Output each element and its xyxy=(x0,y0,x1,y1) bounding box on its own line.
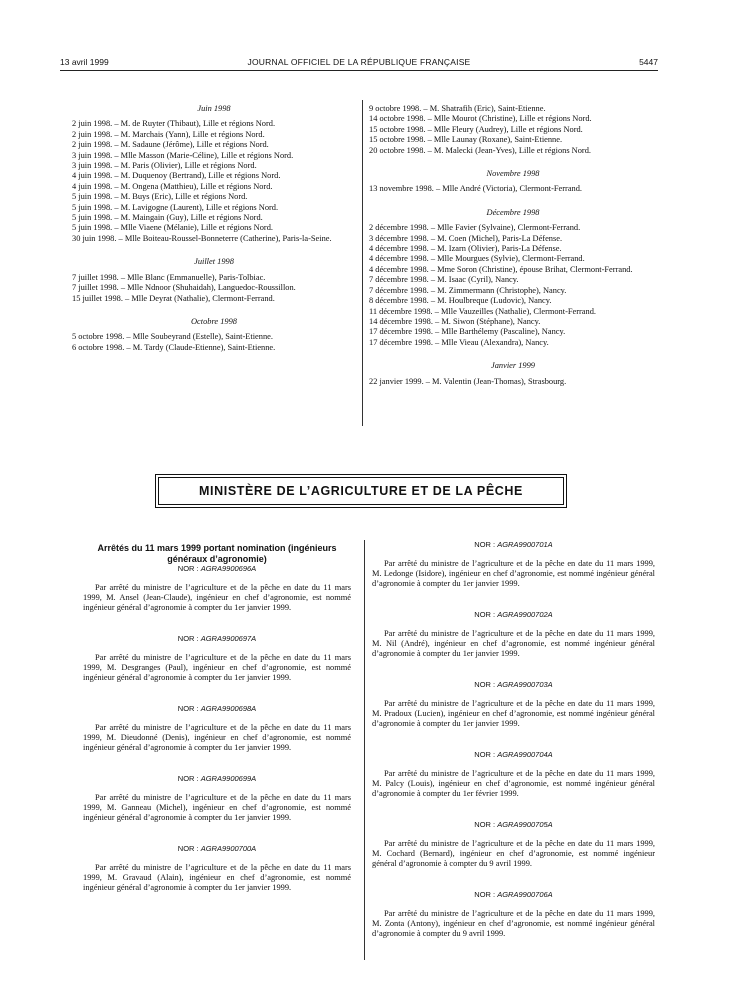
nor-code: AGRA9900696A xyxy=(200,564,257,573)
nor-label: NOR : xyxy=(474,540,498,549)
appointment-date: 4 juin 1998. – xyxy=(72,171,121,181)
appointment-entry xyxy=(72,130,356,140)
appointment-name: Mlle Boiteau-Roussel-Bonneterre (Catherine), Paris-la-Seine. xyxy=(124,233,332,243)
appointment-name: M. Ongena (Matthieu), Lille et régions Nord. xyxy=(120,181,273,191)
appointment-date: 17 décembre 1998. – xyxy=(369,337,442,347)
appointment-entry xyxy=(369,104,657,114)
ministry-heading: MINISTÈRE DE L’AGRICULTURE ET DE LA PÊCHE xyxy=(199,484,523,498)
appointment-name: M. Shatrafih (Eric), Saint-Etienne. xyxy=(429,104,546,113)
nor-reference xyxy=(372,750,655,760)
appointment-name: Mlle Soubeyrand (Estelle), Saint-Etienne. xyxy=(132,332,273,342)
appointment-name: Mlle Favier (Sylvaine), Clermont-Ferrand. xyxy=(437,223,581,233)
appointment-name: M. Duquenoy (Bertrand), Lille et régions Nord. xyxy=(120,171,281,181)
section-gap xyxy=(369,195,657,208)
appointment-entry xyxy=(369,223,657,233)
arrete-paragraph: Par arrêté du ministre de l’agriculture et de la pêche en date du 11 mars 1999, M. Desgranges (Paul), ingénieur en chef d’agronomie, est nommé ingénieur général d’agronomie à compter du 1er janvier 1999. xyxy=(83,653,351,682)
nor-reference xyxy=(372,540,655,550)
nor-code: AGRA9900704A xyxy=(497,750,553,759)
arrete-paragraph: Par arrêté du ministre de l’agriculture et de la pêche en date du 11 mars 1999, M. Ansel (Jean-Claude), ingénieur en chef d’agronomie, est nommé ingénieur général d’agronomie à compter du 1er janvier 1999. xyxy=(83,583,351,612)
appointment-date: 20 octobre 1998. – xyxy=(369,145,434,155)
arrete-paragraph: Par arrêté du ministre de l’agriculture et de la pêche en date du 11 mars 1999, M. Palcy (Louis), ingénieur en chef d’agronomie, est nommé ingénieur général d’agronomie à compter du 1er février 1999. xyxy=(372,769,655,798)
appointment-entry xyxy=(72,273,356,283)
arrete-paragraph: Par arrêté du ministre de l’agriculture et de la pêche en date du 11 mars 1999, M. Dieudonné (Denis), ingénieur en chef d’agronomie, est nommé ingénieur général d’agronomie à compter du 1er janvier 1999. xyxy=(83,723,351,752)
appointment-date: 5 juin 1998. – xyxy=(72,223,121,233)
appointment-date: 4 juin 1998. – xyxy=(72,181,121,191)
appointment-date: 8 décembre 1998. – xyxy=(369,296,438,306)
section-gap xyxy=(72,304,356,317)
appointment-date: 7 décembre 1998. – xyxy=(369,285,438,295)
appointment-entry xyxy=(369,265,657,275)
appointment-date: 9 octobre 1998. – xyxy=(369,104,430,113)
appointment-name: M. Buys (Eric), Lille et régions Nord. xyxy=(120,192,248,202)
appointment-name: Mlle Mourgues (Sylvie), Clermont-Ferrand. xyxy=(437,254,585,264)
arrete-paragraph: Par arrêté du ministre de l’agriculture et de la pêche en date du 11 mars 1999, M. Cochard (Bernard), ingénieur en chef d’agronomie, est nommé ingénieur général d’agronomie à compter du 9 avril 1999. xyxy=(372,839,655,868)
appointment-name: Mlle Viaene (Mélanie), Lille et régions Nord. xyxy=(120,223,273,233)
appointment-entry xyxy=(72,283,356,293)
appointment-entry xyxy=(72,151,356,161)
appointment-name: M. Coen (Michel), Paris-La Défense. xyxy=(437,233,563,243)
appointment-date: 15 octobre 1998. – xyxy=(369,135,434,145)
nor-label: NOR : xyxy=(474,750,498,759)
appointment-entry xyxy=(369,125,657,135)
appointment-date: 7 décembre 1998. – xyxy=(369,275,438,285)
appointment-date: 5 juin 1998. – xyxy=(72,202,121,212)
appointment-entry xyxy=(72,140,356,150)
appointment-date: 14 octobre 1998. – xyxy=(369,114,434,124)
appointment-date: 3 juin 1998. – xyxy=(72,150,121,160)
appointment-name: Mlle Deyrat (Nathalie), Clermont-Ferrand. xyxy=(131,293,275,303)
appointment-date: 11 décembre 1998. – xyxy=(369,306,442,316)
appointment-date: 2 juin 1998. – xyxy=(72,129,121,139)
month-heading: Octobre 1998 xyxy=(191,316,237,326)
month-heading: Janvier 1999 xyxy=(491,361,535,371)
appointment-entry xyxy=(369,184,657,194)
appointment-entry xyxy=(72,223,356,233)
appointment-name: Mlle Masson (Marie-Céline), Lille et régions Nord. xyxy=(120,150,294,160)
appointment-date: 14 décembre 1998. – xyxy=(369,316,442,326)
appointment-date: 2 décembre 1998. – xyxy=(369,223,438,233)
appointment-name: Mlle André (Victoria), Clermont-Ferrand. xyxy=(442,184,583,194)
nor-label: NOR : xyxy=(474,680,498,689)
appointment-date: 5 octobre 1998. – xyxy=(72,332,133,342)
column-divider-bottom xyxy=(364,540,365,960)
appointment-date: 5 juin 1998. – xyxy=(72,192,121,202)
appointment-name: Mlle Vauzeilles (Nathalie), Clermont-Ferrand. xyxy=(441,306,596,316)
appointment-entry xyxy=(72,332,356,342)
appointment-entry xyxy=(369,275,657,285)
nor-reference xyxy=(372,610,655,620)
appointment-name: Mlle Fleury (Audrey), Lille et régions Nord. xyxy=(433,124,583,134)
appointment-entry xyxy=(72,119,356,129)
nor-reference xyxy=(83,564,351,574)
appointment-name: M. de Ruyter (Thibaut), Lille et régions Nord. xyxy=(120,119,276,129)
nor-code: AGRA9900702A xyxy=(497,610,553,619)
appointment-name: Mlle Barthélemy (Pascaline), Nancy. xyxy=(441,327,566,337)
appointment-name: Mlle Vieau (Alexandra), Nancy. xyxy=(441,337,549,347)
arrete-paragraph: Par arrêté du ministre de l’agriculture et de la pêche en date du 11 mars 1999, M. Gravaud (Alain), ingénieur en chef d’agronomie, est nommé ingénieur général d’agronomie à compter du 1er janvier 1999. xyxy=(83,863,351,892)
appointment-name: M. Marchais (Yann), Lille et régions Nord. xyxy=(120,129,265,139)
arretes-left-column xyxy=(83,543,351,914)
month-heading: Juin 1998 xyxy=(197,104,231,113)
appointment-name: Mlle Launay (Roxane), Saint-Etienne. xyxy=(433,135,563,145)
appointment-date: 4 décembre 1998. – xyxy=(369,244,438,254)
appointment-entry xyxy=(72,203,356,213)
appointment-date: 13 novembre 1998. – xyxy=(369,184,443,194)
appointment-entry xyxy=(369,244,657,254)
nor-reference xyxy=(372,680,655,690)
appointment-date: 7 juillet 1998. – xyxy=(72,272,128,282)
appointment-entry xyxy=(369,327,657,337)
appointment-name: M. Paris (Olivier), Lille et régions Nord. xyxy=(120,161,257,171)
nor-code: AGRA9900706A xyxy=(497,890,553,899)
nor-label: NOR : xyxy=(177,774,201,783)
nor-label: NOR : xyxy=(177,704,201,713)
appointment-date: 6 octobre 1998. – xyxy=(72,342,133,352)
nor-label: NOR : xyxy=(177,564,201,573)
section-gap xyxy=(369,348,657,361)
month-heading: Décembre 1998 xyxy=(486,207,540,217)
arrete-paragraph: Par arrêté du ministre de l’agriculture et de la pêche en date du 11 mars 1999, M. Ledonge (Isidore), ingénieur en chef d’agronomie, est nommé ingénieur général d’agronomie à compter du 1er janvier 1999. xyxy=(372,559,655,588)
arretes-right-column xyxy=(372,540,655,960)
appointment-name: M. Sadaune (Jérôme), Lille et régions Nord. xyxy=(120,140,269,150)
nor-label: NOR : xyxy=(474,890,498,899)
nor-reference xyxy=(83,774,351,784)
appointment-entry xyxy=(72,234,356,244)
section-gap xyxy=(72,244,356,257)
appointment-entry xyxy=(369,377,657,387)
appointment-entry xyxy=(72,161,356,171)
appointment-date: 3 décembre 1998. – xyxy=(369,233,438,243)
nor-code: AGRA9900703A xyxy=(497,680,553,689)
appointment-date: 17 décembre 1998. – xyxy=(369,327,442,337)
appointment-entry xyxy=(72,192,356,202)
nor-code: AGRA9900700A xyxy=(200,844,257,853)
nor-reference xyxy=(83,634,351,644)
appointment-entry xyxy=(369,296,657,306)
appointment-name: M. Maingain (Guy), Lille et régions Nord. xyxy=(120,213,263,223)
appointment-entry xyxy=(72,171,356,181)
appointment-entry xyxy=(369,338,657,348)
appointment-entry xyxy=(369,286,657,296)
arrete-paragraph: Par arrêté du ministre de l’agriculture et de la pêche en date du 11 mars 1999, M. Ganneau (Michel), ingénieur en chef d’agronomie, est nommé ingénieur général d’agronomie à compter du 1er janvier 1999. xyxy=(83,793,351,822)
appointment-name: M. Tardy (Claude-Etienne), Saint-Etienne. xyxy=(132,342,276,352)
appointment-name: Mlle Mourot (Christine), Lille et régions Nord. xyxy=(433,114,592,124)
nor-code: AGRA9900698A xyxy=(200,704,257,713)
appointment-name: M. Izarn (Olivier), Paris-La Défense. xyxy=(437,244,562,254)
appointment-date: 3 juin 1998. – xyxy=(72,161,121,171)
column-divider-top xyxy=(362,100,363,426)
appointment-entry xyxy=(72,182,356,192)
nor-code: AGRA9900705A xyxy=(497,820,553,829)
appointment-entry xyxy=(72,213,356,223)
page-header xyxy=(60,57,658,71)
appointment-entry xyxy=(369,114,657,124)
appointment-date: 4 décembre 1998. – xyxy=(369,254,438,264)
appointment-entry xyxy=(369,317,657,327)
nor-code: AGRA9900697A xyxy=(200,634,257,643)
appointments-left-column xyxy=(72,104,356,353)
appointment-date: 5 juin 1998. – xyxy=(72,213,121,223)
appointment-entry xyxy=(369,146,657,156)
appointment-entry xyxy=(369,254,657,264)
appointment-name: Mme Soron (Christine), épouse Brihat, Clermont-Ferrand. xyxy=(437,264,633,274)
month-heading: Novembre 1998 xyxy=(486,169,540,179)
appointment-name: Mlle Ndnoor (Shuhaidah), Languedoc-Roussillon. xyxy=(127,283,296,293)
appointment-date: 7 juillet 1998. – xyxy=(72,283,128,293)
appointment-name: M. Valentin (Jean-Thomas), Strasbourg. xyxy=(432,376,567,386)
appointment-name: Mlle Blanc (Emmanuelle), Paris-Tolbiac. xyxy=(127,272,266,282)
section-gap xyxy=(369,156,657,169)
appointment-name: M. Malecki (Jean-Yves), Lille et régions Nord. xyxy=(433,145,591,155)
appointment-date: 2 juin 1998. – xyxy=(72,140,121,150)
nor-label: NOR : xyxy=(474,610,498,619)
nor-code: AGRA9900699A xyxy=(200,774,257,783)
month-heading: Juillet 1998 xyxy=(194,257,234,267)
appointment-name: M. Zimmermann (Christophe), Nancy. xyxy=(437,285,567,295)
nor-label: NOR : xyxy=(474,820,498,829)
nor-reference xyxy=(372,890,655,900)
arrete-paragraph: Par arrêté du ministre de l’agriculture et de la pêche en date du 11 mars 1999, M. Pradoux (Lucien), ingénieur en chef d’agronomie, est nommé ingénieur général d’agronomie à compter du 1er janvier 1999. xyxy=(372,699,655,728)
header-rule xyxy=(60,70,658,71)
appointment-date: 15 octobre 1998. – xyxy=(369,124,434,134)
nor-reference xyxy=(83,844,351,854)
appointment-entry xyxy=(369,135,657,145)
appointment-date: 22 janvier 1999. – xyxy=(369,376,433,386)
header-date: 13 avril 1999 xyxy=(60,57,109,67)
appointment-date: 2 juin 1998. – xyxy=(72,119,121,129)
appointment-name: M. Lavigogne (Laurent), Lille et régions Nord. xyxy=(120,202,279,212)
nor-label: NOR : xyxy=(177,844,201,853)
appointment-name: M. Houlbreque (Ludovic), Nancy. xyxy=(437,296,552,306)
appointments-right-column xyxy=(369,104,657,387)
appointment-name: M. Siwon (Stéphane), Nancy. xyxy=(441,316,541,326)
appointment-entry xyxy=(369,234,657,244)
nor-reference xyxy=(83,704,351,714)
appointment-entry xyxy=(369,307,657,317)
ministry-heading-box xyxy=(158,477,564,505)
arrete-paragraph: Par arrêté du ministre de l’agriculture et de la pêche en date du 11 mars 1999, M. Zonta (Antony), ingénieur en chef d’agronomie, est nommé ingénieur général d’agronomie à compter du 9 avril 1999. xyxy=(372,909,655,938)
appointment-date: 4 décembre 1998. – xyxy=(369,264,438,274)
header-journal-title: JOURNAL OFFICIEL DE LA RÉPUBLIQUE FRANÇAISE xyxy=(247,57,471,67)
nor-code: AGRA9900701A xyxy=(497,540,553,549)
appointment-entry xyxy=(72,294,356,304)
nor-label: NOR : xyxy=(177,634,201,643)
appointment-name: M. Isaac (Cyril), Nancy. xyxy=(437,275,519,285)
header-page-number: 5447 xyxy=(639,57,658,67)
appointment-date: 30 juin 1998. – xyxy=(72,233,125,243)
appointment-entry xyxy=(72,343,356,353)
nor-reference xyxy=(372,820,655,830)
arretes-title: Arrêtés du 11 mars 1999 portant nomination (ingénieurs généraux d’agronomie) xyxy=(97,543,337,564)
appointment-date: 15 juillet 1998. – xyxy=(72,293,132,303)
arrete-paragraph: Par arrêté du ministre de l’agriculture et de la pêche en date du 11 mars 1999, M. Nil (André), ingénieur en chef d’agronomie, est nommé ingénieur général d’agronomie à compter du 1er janvier 1999. xyxy=(372,629,655,658)
